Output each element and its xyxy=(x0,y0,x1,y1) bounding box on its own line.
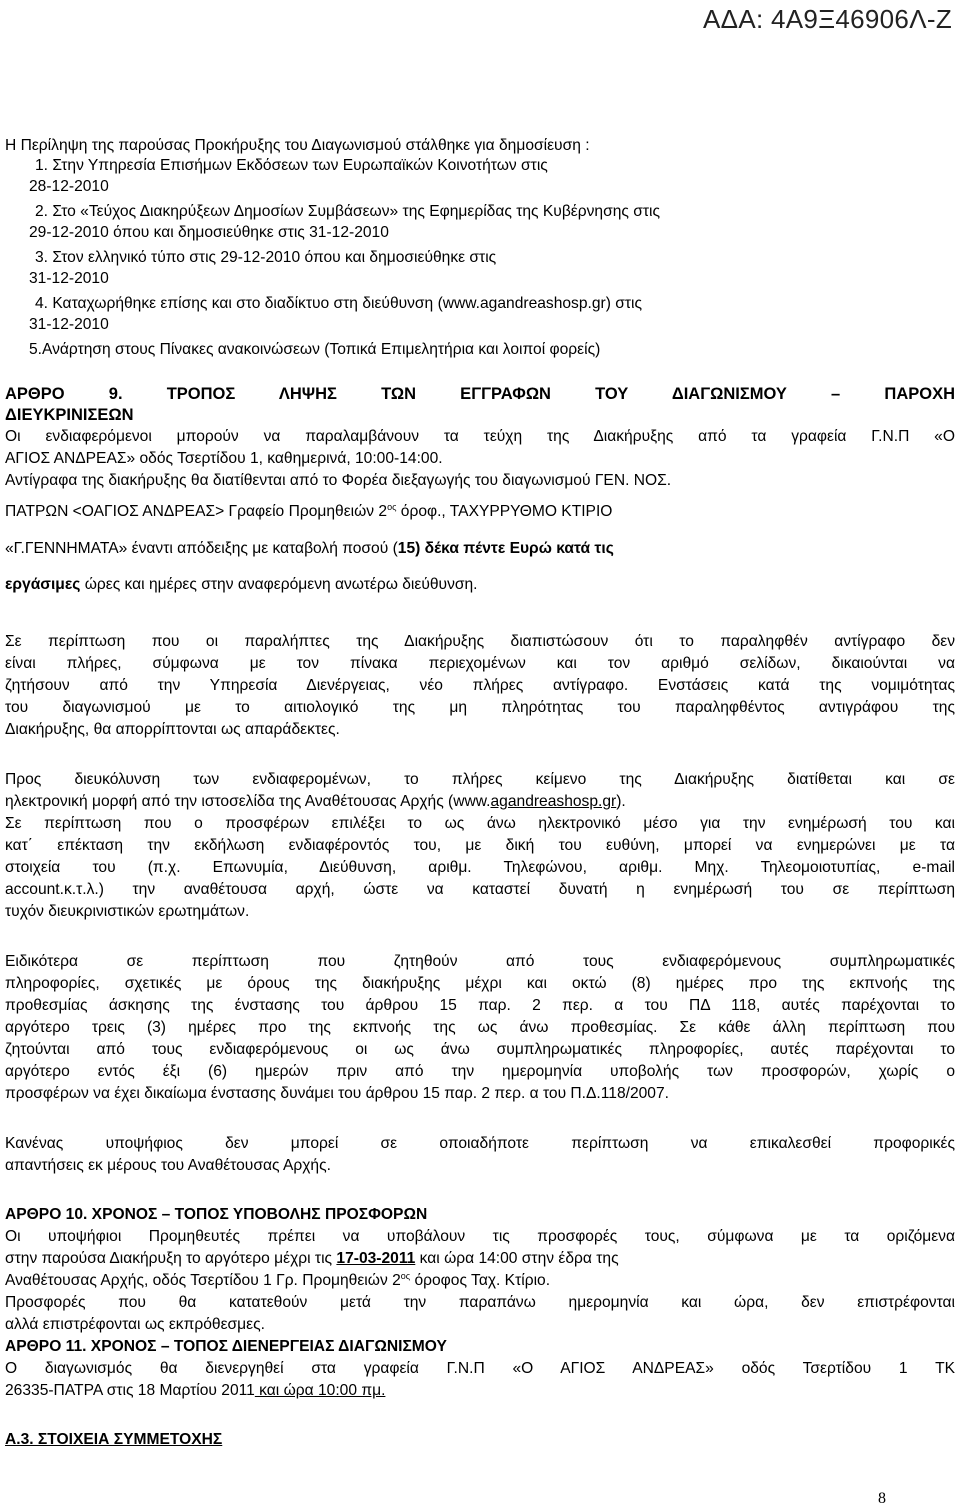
paragraph-line: προθεσμίας άσκησης της ένστασης του άρθρου 15 παρ. 2 περ. α του ΠΔ 118, αυτές παρέχονται το xyxy=(5,997,955,1014)
summary-item-2-dates: 29-12-2010 όπου και δημοσιεύθηκε στις 31-12-2010 xyxy=(29,224,389,241)
article-9-line: Αντίγραφα της διακήρυξης θα διατίθενται από το Φορέα διεξαγωγής του διαγωνισμού ΓΕΝ. ΝΟΣ. xyxy=(5,472,672,489)
section-heading: Α.3. ΣΤΟΙΧΕΙΑ ΣΥΜΜΕΤΟΧΗΣ xyxy=(5,1431,223,1448)
paragraph-line: Προς διευκόλυνση των ενδιαφερομένων, το πλήρες κείμενο της Διακήρυξης διατίθεται και σε xyxy=(5,771,955,788)
article-11-line: Ο διαγωνισμός θα διενεργηθεί στα γραφεία Γ.Ν.Π «Ο ΑΓΙΟΣ ΑΝΔΡΕΑΣ» οδός Τσερτίδου 1 ΤΚ xyxy=(5,1360,955,1377)
superscript: ος xyxy=(400,1271,411,1281)
article-10-line: Οι υποψήφιοι Προμηθευτές πρέπει να υποβάλουν τις προσφορές τους, σύμφωνα με τα οριζόμενα xyxy=(5,1228,955,1245)
paragraph-line: Σε περίπτωση που ο προσφέρων επιλέξει το ως άνω ηλεκτρονικό μέσο για την ενημέρωσή του και xyxy=(5,815,955,832)
article-9-line: εργάσιμες ώρες και ημέρες στην αναφερόμενη ανωτέρω διεύθυνση. xyxy=(5,576,478,593)
article-10-title: ΑΡΘΡΟ 10. ΧΡΟΝΟΣ – ΤΟΠΟΣ ΥΠΟΒΟΛΗΣ ΠΡΟΣΦΟΡΩΝ xyxy=(5,1206,428,1223)
paragraph-line: account.κ.τ.λ.) την αναθέτουσα αρχή, ώστε να καταστεί δυνατή η ενημέρωσή του σε περίπτωση xyxy=(5,881,955,898)
paragraph-line: κατ΄ επέκταση την εκδήλωση ενδιαφέροντός του, με δική του ευθύνη, μπορεί να ενημερώνει με τα xyxy=(5,837,955,854)
paragraph-line: ζητήσουν από την Υπηρεσία Διενέργειας, νέο πλήρες αντίγραφο. Ενστάσεις κατά της νομιμότητας xyxy=(5,677,955,694)
article-9-line: «Γ.ΓΕΝΝΗΜΑΤΑ» έναντι απόδειξης με καταβολή ποσού (15) δέκα πέντε Ευρώ κατά τις xyxy=(5,540,614,557)
summary-item-2: 2. Στο «Τεύχος Διακηρύξεων Δημοσίων Συμβάσεων» της Εφημερίδας της Κυβέρνησης στις xyxy=(35,203,660,220)
paragraph-line: του διαγωνισμού με το αιτιολογικό της μη πληρότητας του παραληφθέντος αντιγράφου της xyxy=(5,699,955,716)
paragraph-line: απαντήσεις εκ μέρους του Αναθέτουσας Αρχής. xyxy=(5,1157,331,1174)
paragraph-line: αργότερο τρεις (3) ημέρες προ της εκπνοής της ως άνω προθεσμίας. Σε κάθε άλλη περίπτωση που xyxy=(5,1019,955,1036)
paragraph-line: τυχόν διευκρινιστικών ερωτημάτων. xyxy=(5,903,250,920)
page-number: 8 xyxy=(878,1490,886,1507)
summary-item-4: 4. Καταχωρήθηκε επίσης και στο διαδίκτυο στη διεύθυνση (www.agandreashosp.gr) στις xyxy=(35,295,643,312)
summary-item-1: 1. Στην Υπηρεσία Επισήμων Εκδόσεων των Ευρωπαϊκών Κοινοτήτων στις xyxy=(35,157,548,174)
summary-item-3-date: 31-12-2010 xyxy=(29,270,109,287)
article-11-title: ΑΡΘΡΟ 11. ΧΡΟΝΟΣ – ΤΟΠΟΣ ΔΙΕΝΕΡΓΕΙΑΣ ΔΙΑΓΩΝΙΣΜΟΥ xyxy=(5,1338,447,1355)
article-10-line: στην παρούσα Διακήρυξη το αργότερο μέχρι τις 17-03-2011 και ώρα 14:00 στην έδρα της xyxy=(5,1250,619,1267)
website-link[interactable]: agandreashosp.gr xyxy=(490,793,617,810)
article-9-title: ΑΡΘΡΟ 9. ΤΡΟΠΟΣ ΛΗΨΗΣ ΤΩΝ ΕΓΓΡΑΦΩΝ ΤΟΥ ΔΙΑΓΩΝΙΣΜΟΥ – ΠΑΡΟΧΗ xyxy=(5,385,955,403)
summary-intro: Η Περίληψη της παρούσας Προκήρυξης του Διαγωνισμού στάλθηκε για δημοσίευση : xyxy=(5,137,590,154)
article-11-line: 26335-ΠΑΤΡΑ στις 18 Μαρτίου 2011 και ώρα 10:00 πμ. xyxy=(5,1382,386,1399)
summary-item-1-date: 28-12-2010 xyxy=(29,178,109,195)
paragraph-line: Διακήρυξης, θα απορρίπτονται ως απαράδεκτες. xyxy=(5,721,340,738)
paragraph-line: αργότερο εντός έξι (6) ημερών πριν από την ημερομηνία υποβολής των προσφορών, χωρίς ο xyxy=(5,1063,955,1080)
paragraph-line: πληροφορίες, σχετικές με όρους της διακήρυξης μέχρι και οκτώ (8) ημέρες προ της εκπνοής της xyxy=(5,975,955,992)
paragraph-line: Κανένας υποψήφιος δεν μπορεί σε οποιαδήποτε περίπτωση να επικαλεσθεί προφορικές xyxy=(5,1135,955,1152)
paragraph-line: προσφέρων να έχει δικαίωμα ένστασης δυνάμει του άρθρου 15 παρ. 2 περ. α του Π.Δ.118/2007. xyxy=(5,1085,669,1102)
superscript: ος xyxy=(387,502,397,512)
article-10-line: Αναθέτουσας Αρχής, οδός Τσερτίδου 1 Γρ. Προμηθειών $2^{o\varsigma}$ όροφος Ταχ. Κτίριο. xyxy=(5,1271,551,1289)
paragraph-line: ζητούνται από τους ενδιαφερόμενους οι ως άνω συμπληρωματικές πληροφορίες, αυτές παρέχονται το xyxy=(5,1041,955,1058)
deadline-date: 17-03-2011 xyxy=(336,1250,416,1267)
paragraph-line: ηλεκτρονική μορφή από την ιστοσελίδα της Αναθέτουσας Αρχής (www.agandreashosp.gr). xyxy=(5,793,626,810)
article-10-line: Προσφορές που θα κατατεθούν μετά την παραπάνω ημερομηνία και ώρα, δεν επιστρέφονται xyxy=(5,1294,955,1311)
summary-item-4-date: 31-12-2010 xyxy=(29,316,109,333)
fee-amount: 15) δέκα πέντε Ευρώ κατά τις xyxy=(397,540,614,557)
article-9-line: Οι ενδιαφερόμενοι μπορούν να παραλαμβάνουν τα τεύχη της Διακήρυξης από τα γραφεία Γ.Ν.Π «Ο xyxy=(5,428,955,445)
paragraph-line: είναι πλήρες, σύμφωνα με τον πίνακα περιεχομένων και τον αριθμό σελίδων, δικαιούνται να xyxy=(5,655,955,672)
paragraph-line: Ειδικότερα σε περίπτωση που ζητηθούν από τους ενδιαφερόμενους συμπληρωματικές xyxy=(5,953,955,970)
article-9-line: ΠΑΤΡΩΝ <ΟΑΓΙΟΣ ΑΝΔΡΕΑΣ> Γραφείο Προμηθειών $2^{o\varsigma}$ όροφ., ΤΑΧΥΡΡΥΘΜΟ ΚΤΙΡΙΟ xyxy=(5,502,613,520)
article-9-line: ΑΓΙΟΣ ΑΝΔΡΕΑΣ» οδός Τσερτίδου 1, καθημερινά, 10:00-14:00. xyxy=(5,450,443,467)
summary-item-5: 5.Ανάρτηση στους Πίνακες ανακοινώσεων (Τοπικά Επιμελητήρια και λοιποί φορείς) xyxy=(29,341,601,358)
paragraph-line: Σε περίπτωση που οι παραλήπτες της Διακήρυξης διαπιστώσουν ότι το παραληφθέν αντίγραφο δεν xyxy=(5,633,955,650)
article-10-line: αλλά επιστρέφονται ως εκπρόθεσμες. xyxy=(5,1316,265,1333)
article-9-title-cont: ΔΙΕΥΚΡΙΝΙΣΕΩΝ xyxy=(5,406,134,424)
paragraph-line: στοιχεία του (π.χ. Επωνυμία, Διεύθυνση, αριθμ. Τηλεφώνου, αριθμ. Μηχ. Τηλεομοιοτυπίας, e-mail xyxy=(5,859,955,876)
ada-code: ΑΔΑ: 4Α9Ξ46906Λ-Ζ xyxy=(703,4,952,34)
summary-item-3: 3. Στον ελληνικό τύπο στις 29-12-2010 όπου και δημοσιεύθηκε στις xyxy=(35,249,497,266)
